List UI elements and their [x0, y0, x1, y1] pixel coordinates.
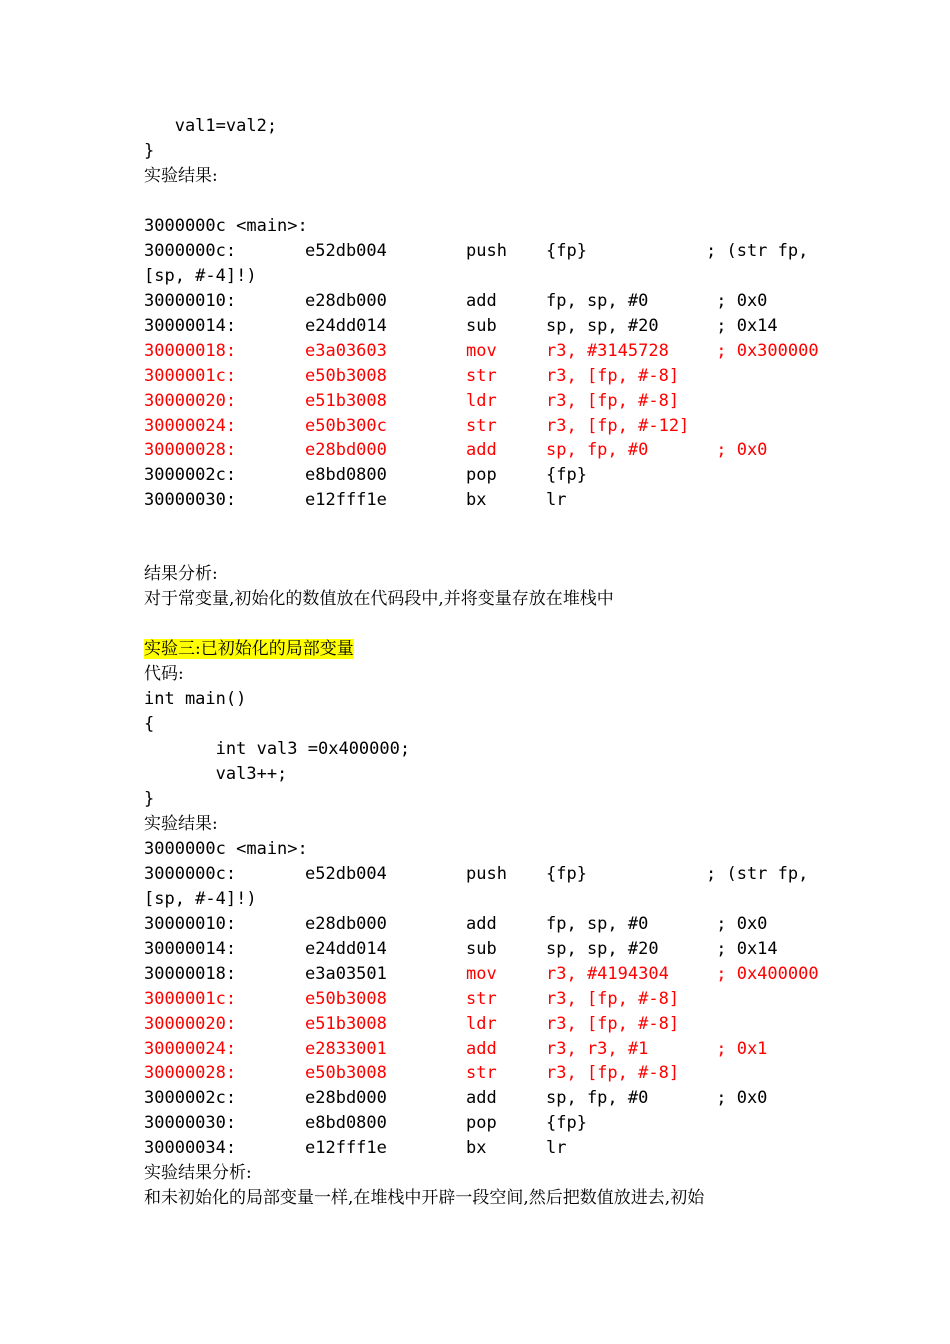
asm-address: 3000001c:	[144, 365, 237, 386]
analysis-label: 实验结果分析:	[144, 1163, 252, 1183]
asm-hex: e24dd014	[305, 938, 387, 959]
asm-comment: ; (str fp,	[706, 241, 809, 261]
asm-row	[144, 1062, 824, 1084]
asm-args: r3, [fp, #-8]	[546, 390, 680, 411]
asm-comment: ; 0x0	[706, 914, 768, 934]
asm-args: r3, [fp, #-8]	[546, 1063, 680, 1084]
asm-args: r3, [fp, #-12]	[546, 415, 690, 436]
asm-address: 30000014:	[144, 315, 237, 336]
asm-address: 3000001c:	[144, 988, 237, 1009]
asm-args: sp, sp, #20	[546, 315, 659, 336]
asm-address: 30000014:	[144, 938, 237, 959]
asm-args: fp, sp, #0	[546, 914, 649, 934]
asm-opcode: mov	[466, 963, 497, 984]
asm-comment: ; 0x0	[706, 291, 768, 311]
asm-row	[144, 1137, 824, 1159]
asm-row	[144, 1013, 824, 1035]
asm-args: r3, #3145728	[546, 340, 669, 361]
asm-row	[144, 988, 824, 1010]
asm-hex: e50b3008	[305, 365, 387, 386]
asm-comment: ; 0x0	[706, 1088, 768, 1109]
asm-address: 30000028:	[144, 1063, 237, 1084]
result-label: 实验结果:	[144, 814, 218, 834]
asm-wrap-line: [sp, #-4]!)	[144, 266, 257, 286]
asm-hex: e3a03501	[305, 963, 387, 984]
asm-row	[144, 1087, 824, 1109]
asm-hex: e50b3008	[305, 1063, 387, 1084]
asm-address: 30000020:	[144, 1013, 237, 1034]
asm-row	[144, 464, 824, 486]
asm-address: 30000020:	[144, 390, 237, 411]
asm-address: 30000018:	[144, 963, 237, 984]
asm-args: sp, sp, #20	[546, 938, 659, 959]
asm-address: 30000018:	[144, 340, 237, 361]
asm-address: 30000024:	[144, 415, 237, 436]
asm-hex: e52db004	[305, 864, 387, 884]
code-label: 代码:	[144, 664, 184, 684]
asm-row	[144, 390, 824, 412]
asm-opcode: pop	[466, 1113, 497, 1134]
asm-opcode: str	[466, 365, 497, 386]
asm-address: 30000028:	[144, 440, 237, 461]
asm-opcode: sub	[466, 938, 497, 959]
asm-opcode: pop	[466, 465, 497, 486]
code-line: int val3 =0x400000;	[144, 739, 411, 759]
asm-address: 3000002c:	[144, 1088, 237, 1109]
section-title	[144, 638, 354, 660]
section-title-text: 实验三:已初始化的局部变量	[144, 639, 354, 659]
asm-comment: ; 0x300000	[706, 340, 819, 361]
asm-address: 30000024:	[144, 1038, 237, 1059]
asm-opcode: str	[466, 988, 497, 1009]
asm-opcode: add	[466, 1038, 497, 1059]
asm-args: lr	[546, 490, 567, 511]
asm-comment: ; 0x0	[706, 440, 768, 461]
asm-args: fp, sp, #0	[546, 291, 649, 311]
asm-hex: e50b3008	[305, 988, 387, 1009]
asm-args: r3, [fp, #-8]	[546, 1013, 680, 1034]
code-line: val1=val2;	[144, 116, 278, 136]
asm-row	[144, 1038, 824, 1060]
asm-hex: e3a03603	[305, 340, 387, 361]
asm-opcode: ldr	[466, 1013, 497, 1034]
asm-address: 3000002c:	[144, 465, 237, 486]
asm-opcode: add	[466, 1088, 497, 1109]
asm-row	[144, 489, 824, 511]
asm-opcode: sub	[466, 315, 497, 336]
code-line: val3++;	[144, 764, 288, 784]
asm-opcode: add	[466, 291, 497, 311]
asm-args: r3, [fp, #-8]	[546, 988, 680, 1009]
asm-opcode: push	[466, 864, 507, 884]
asm-hex: e51b3008	[305, 1013, 387, 1034]
asm-hex: e28bd000	[305, 440, 387, 461]
asm-row	[144, 938, 824, 960]
asm-row	[144, 365, 824, 387]
asm-hex: e50b300c	[305, 415, 387, 436]
function-header: 3000000c <main>:	[144, 216, 308, 236]
asm-args: {fp}	[546, 864, 587, 884]
asm-opcode: mov	[466, 340, 497, 361]
asm-opcode: bx	[466, 1138, 487, 1159]
asm-address: 30000010:	[144, 914, 237, 934]
asm-opcode: ldr	[466, 390, 497, 411]
asm-opcode: add	[466, 440, 497, 461]
code-line: {	[144, 714, 155, 734]
asm-address: 30000030:	[144, 490, 237, 511]
asm-row	[144, 913, 824, 935]
asm-opcode: str	[466, 415, 497, 436]
analysis-label: 结果分析:	[144, 564, 218, 584]
asm-hex: e28bd000	[305, 1088, 387, 1109]
asm-comment: ; 0x14	[706, 938, 778, 959]
asm-hex: e51b3008	[305, 390, 387, 411]
asm-args: sp, fp, #0	[546, 1088, 649, 1109]
asm-address: 30000010:	[144, 291, 237, 311]
result-label: 实验结果:	[144, 166, 218, 186]
asm-row	[144, 240, 824, 262]
asm-comment: ; 0x1	[706, 1038, 768, 1059]
asm-address: 3000000c:	[144, 241, 237, 261]
asm-row	[144, 290, 824, 312]
asm-args: r3, [fp, #-8]	[546, 365, 680, 386]
asm-address: 3000000c:	[144, 864, 237, 884]
asm-args: r3, r3, #1	[546, 1038, 649, 1059]
asm-args: {fp}	[546, 241, 587, 261]
asm-args: r3, #4194304	[546, 963, 669, 984]
asm-row	[144, 439, 824, 461]
asm-hex: e52db004	[305, 241, 387, 261]
asm-row	[144, 315, 824, 337]
asm-hex: e28db000	[305, 291, 387, 311]
asm-hex: e8bd0800	[305, 1113, 387, 1134]
asm-row	[144, 863, 824, 885]
asm-hex: e28db000	[305, 914, 387, 934]
asm-args: sp, fp, #0	[546, 440, 649, 461]
code-line: }	[144, 141, 155, 161]
asm-row	[144, 340, 824, 362]
asm-address: 30000034:	[144, 1138, 237, 1159]
asm-hex: e12fff1e	[305, 1138, 387, 1159]
asm-opcode: push	[466, 241, 507, 261]
asm-hex: e12fff1e	[305, 490, 387, 511]
asm-comment: ; 0x14	[706, 315, 778, 336]
analysis-text: 和未初始化的局部变量一样,在堆栈中开辟一段空间,然后把数值放进去,初始	[144, 1188, 705, 1208]
asm-row	[144, 963, 824, 985]
asm-hex: e8bd0800	[305, 465, 387, 486]
function-header: 3000000c <main>:	[144, 839, 308, 859]
asm-row	[144, 1112, 824, 1134]
asm-hex: e24dd014	[305, 315, 387, 336]
asm-comment: ; 0x400000	[706, 963, 819, 984]
asm-opcode: str	[466, 1063, 497, 1084]
asm-comment: ; (str fp,	[706, 864, 809, 884]
code-line: int main()	[144, 689, 247, 709]
code-line: }	[144, 789, 155, 809]
asm-args: lr	[546, 1138, 567, 1159]
asm-wrap-line: [sp, #-4]!)	[144, 889, 257, 909]
asm-row	[144, 415, 824, 437]
asm-address: 30000030:	[144, 1113, 237, 1134]
asm-hex: e2833001	[305, 1038, 387, 1059]
analysis-text: 对于常变量,初始化的数值放在代码段中,并将变量存放在堆栈中	[144, 589, 614, 609]
asm-opcode: bx	[466, 490, 487, 511]
asm-args: {fp}	[546, 1113, 587, 1134]
asm-args: {fp}	[546, 465, 587, 486]
asm-opcode: add	[466, 914, 497, 934]
